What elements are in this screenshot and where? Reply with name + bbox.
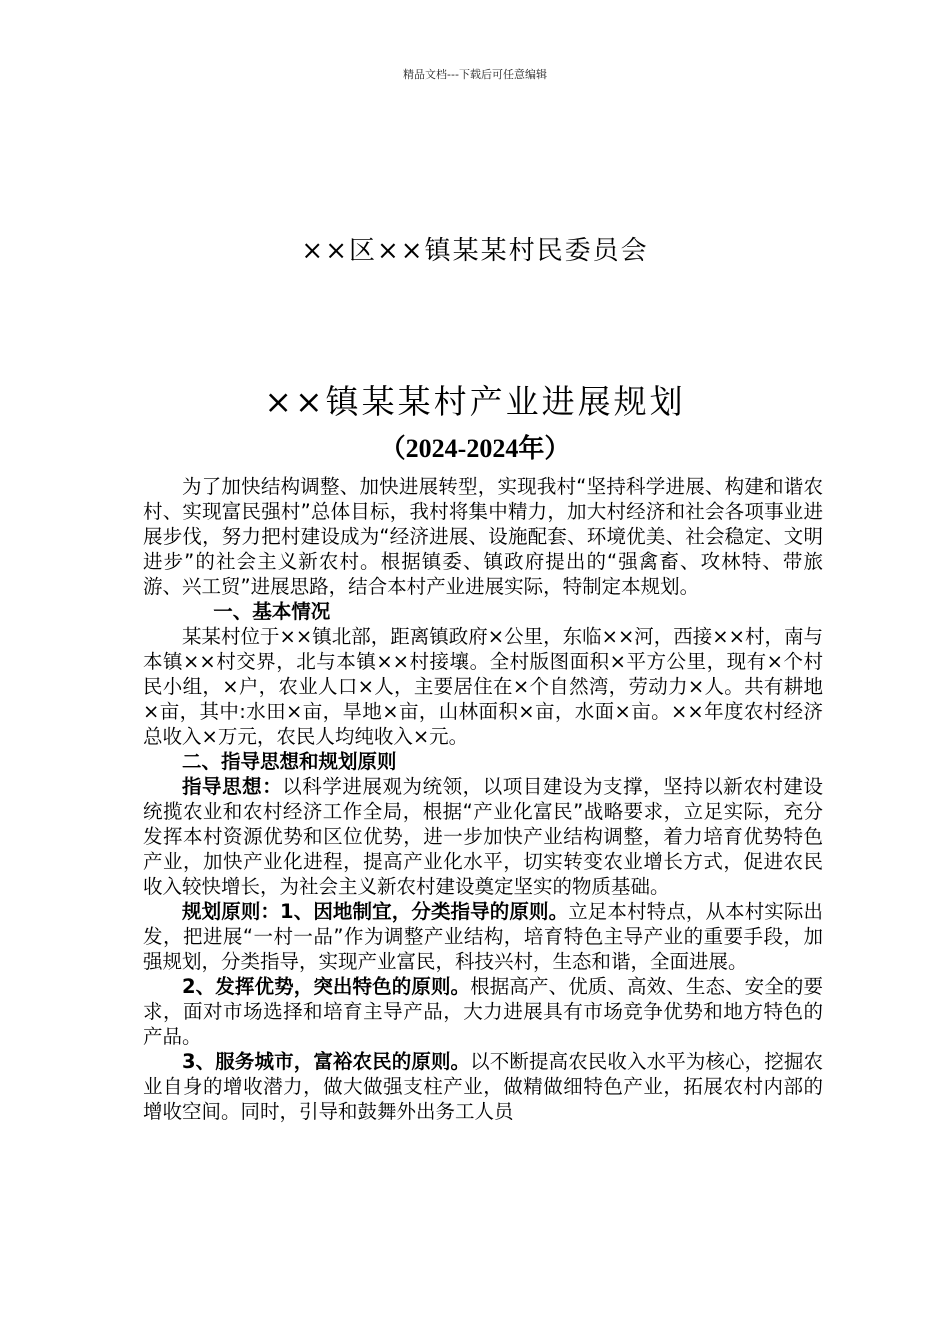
section-heading-basic-info: 一、基本情况	[213, 600, 331, 623]
section-heading-guidelines: 二、指导思想和规划原则	[182, 750, 397, 773]
guiding-thought-label: 指导思想：	[182, 775, 283, 798]
organization-name: ××区××镇某某村民委员会	[301, 236, 649, 266]
intro-paragraph: 为了加快结构调整、加快进展转型，实现我村“坚持科学进展、构建和谐农村、实现富民强村”总体目标，我村将集中精力，加大村经济和社会各项事业进展步伐，努力把村建设成为“经济进展、设施配套、环境优美、社会稳定、文明进步”的社会主义新农村。根据镇委、镇政府提出的“强禽畜、攻林特、带旅游、兴工贸”进展思路，结合本村产业进展实际，特制定本规划。	[143, 475, 823, 598]
document-body	[143, 474, 823, 1124]
document-title: ××镇某某村产业进展规划	[264, 382, 686, 421]
principle-3-label: 3、服务城市，富裕农民的原则。	[182, 1050, 471, 1073]
principle-2-paragraph	[143, 974, 823, 1049]
guiding-thought-text: 以科学进展观为统领，以项目建设为支撑，坚持以新农村建设统揽农业和农村经济工作全局，根据“产业化富民”战略要求，立足实际，充分发挥本村资源优势和区位优势，进一步加快产业结构调整，着力培育优势特色产业，加快产业化进程，提高产业化水平，切实转变农业增长方式，促进农民收入较快增长，为社会主义新农村建设奠定坚实的物质基础。	[143, 775, 823, 898]
page-header: 精品文档---下载后可任意编辑	[403, 68, 547, 81]
principle-3-text: 以不断提高农民收入水平为核心，挖掘农业自身的增收潜力，做大做强支柱产业，做精做细特色产业，拓展农村内部的增收空间。同时，引导和鼓舞外出务工人员	[143, 1050, 823, 1123]
basic-info-paragraph: 某某村位于××镇北部，距离镇政府×公里，东临××河，西接××村，南与本镇××村交界，北与本镇××村接壤。全村版图面积×平方公里，现有×个村民小组，×户，农业人口×人，主要居住在×个自然湾，劳动力×人。共有耕地×亩，其中:水田×亩，旱地×亩，山林面积×亩，水面×亩。××年度农村经济总收入×万元，农民人均纯收入×元。	[143, 625, 823, 748]
guiding-thought-paragraph	[143, 774, 823, 899]
principle-1-label: 规划原则：1、因地制宜，分类指导的原则。	[182, 900, 569, 923]
principle-2-text: 根据高产、优质、高效、生态、安全的要求，面对市场选择和培育主导产品，大力进展具有市场竞争优势和地方特色的产品。	[143, 975, 823, 1048]
principle-2-label: 2、发挥优势，突出特色的原则。	[182, 975, 471, 998]
principle-1-text: 立足本村特点，从本村实际出发，把进展“一村一品”作为调整产业结构，培育特色主导产业的重要手段，加强规划，分类指导，实现产业富民，科技兴村，生态和谐，全面进展。	[143, 900, 823, 973]
document-subtitle: （2024-2024年）	[379, 434, 571, 463]
principle-3-paragraph	[143, 1049, 823, 1124]
principle-1-paragraph	[143, 899, 823, 974]
